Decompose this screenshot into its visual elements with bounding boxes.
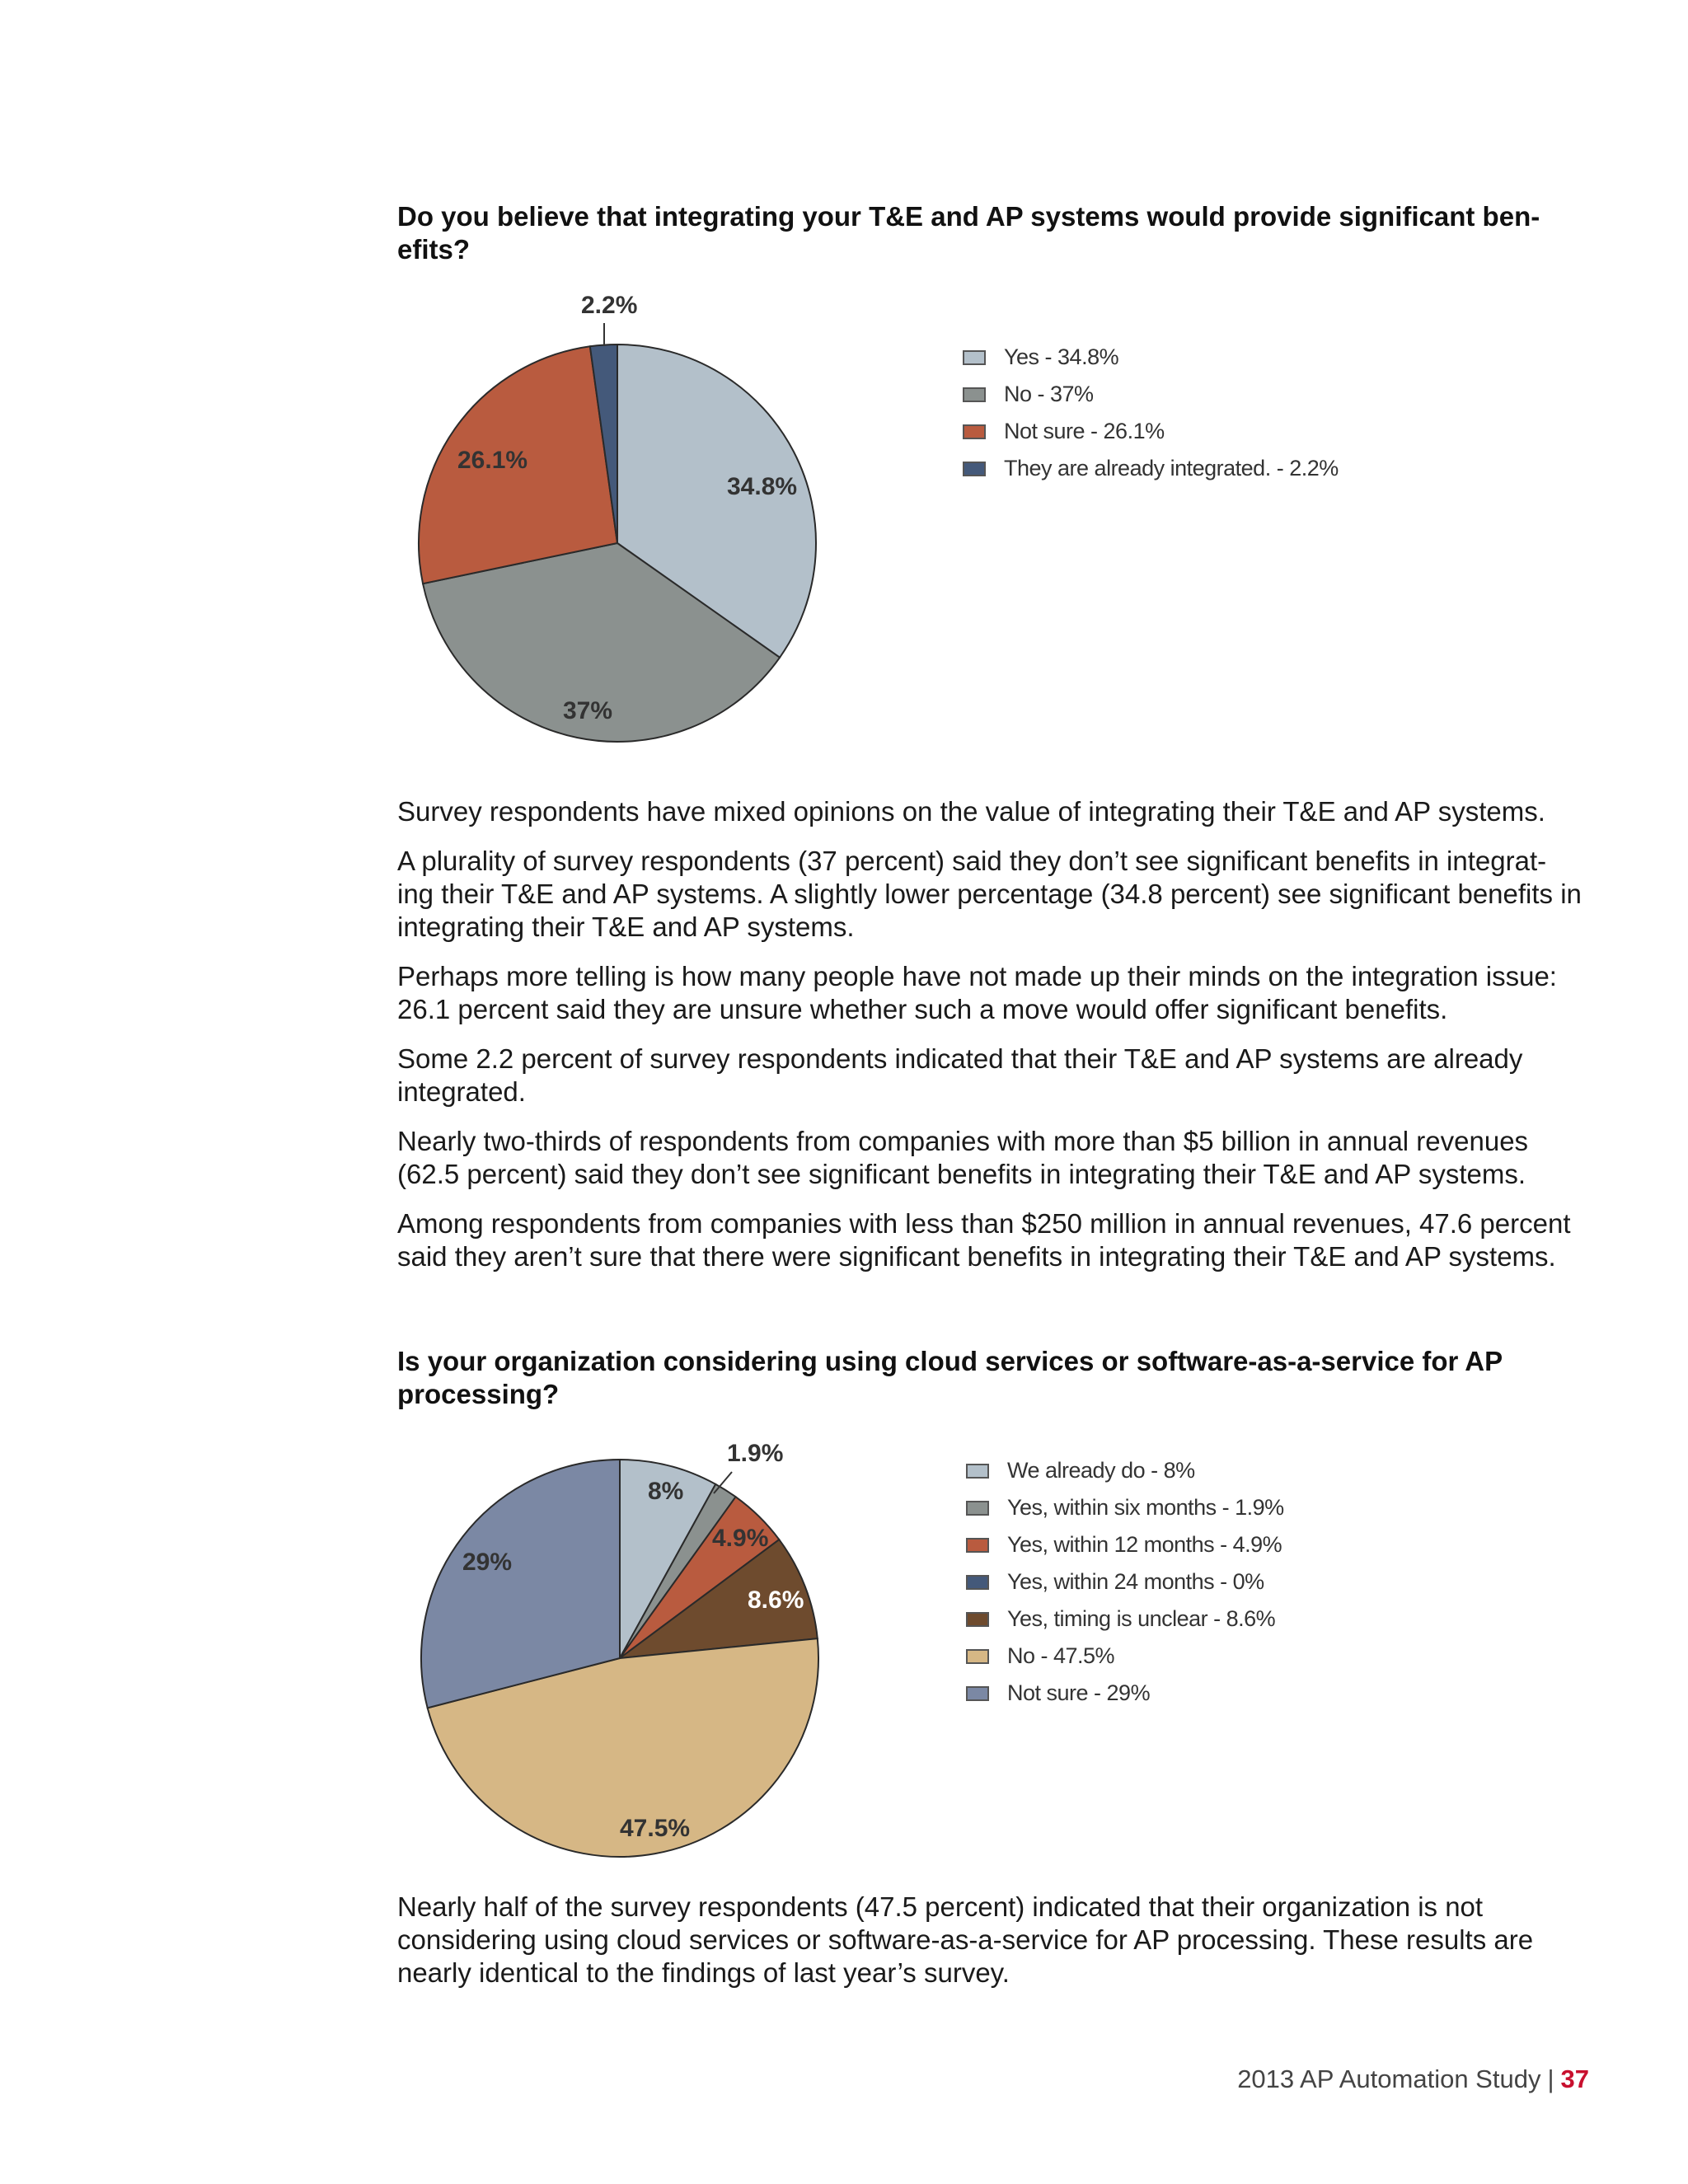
slice-data-label: 2.2%: [581, 292, 638, 319]
slice-data-label: 47.5%: [620, 1815, 691, 1842]
pie-chart-cloud: [421, 1440, 818, 1857]
slice-data-label: 34.8%: [727, 473, 798, 500]
legend-item-six-months: Yes, within six months - 1.9%: [966, 1489, 1284, 1526]
chart2-question: Is your organization considering using cloud services or software-as-a-service for AP processing?: [397, 1346, 1503, 1409]
paragraph: Some 2.2 percent of survey respondents indicated that their T&E and AP systems are already integrated.: [397, 1043, 1523, 1107]
legend-item-24-months: Yes, within 24 months - 0%: [966, 1563, 1284, 1601]
study-title: 2013 AP Automation Study: [1237, 2064, 1541, 2093]
page-number: 37: [1560, 2064, 1589, 2093]
paragraph: A plurality of survey respondents (37 percent) said they don’t see significant benefits in integrat- ing their T&E and AP systems. A slightly lower percentage (34.8 percent) see significant benefits in integrating their T&E and AP systems.: [397, 846, 1582, 942]
chart2-legend: [966, 1452, 1284, 1712]
paragraph: Among respondents from companies with less than $250 million in annual revenues, 47.6 percent said they aren’t sure that there were significant benefits in integrating their T&E and AP systems.: [397, 1208, 1571, 1272]
paragraph: Perhaps more telling is how many people have not made up their minds on the integration issue: 26.1 percent said they are unsure whether such a move would offer significant benefits.: [397, 961, 1557, 1024]
footer-separator: |: [1547, 2064, 1554, 2093]
legend-swatch: [966, 1612, 989, 1627]
legend-item-not-sure: Not sure - 29%: [966, 1675, 1284, 1712]
legend-item-not-sure: Not sure - 26.1%: [963, 413, 1339, 450]
legend-item-no: No - 47.5%: [966, 1638, 1284, 1675]
slice-data-label: 4.9%: [712, 1525, 769, 1552]
legend-item-already-integrated: They are already integrated. - 2.2%: [963, 450, 1339, 487]
legend-swatch: [966, 1649, 989, 1664]
slice-data-label: 29%: [462, 1549, 513, 1576]
legend-item-12-months: Yes, within 12 months - 4.9%: [966, 1526, 1284, 1563]
legend-swatch: [963, 350, 986, 365]
legend-swatch: [963, 424, 986, 439]
legend-swatch: [966, 1501, 989, 1516]
paragraph: Survey respondents have mixed opinions on the value of integrating their T&E and AP systems.: [397, 796, 1545, 827]
legend-swatch: [966, 1538, 989, 1553]
slice-data-label: 8%: [648, 1478, 684, 1505]
legend-swatch: [963, 387, 986, 402]
body-text-section-2: [397, 1891, 1584, 2006]
body-text-section-1: [397, 795, 1584, 1290]
legend-swatch: [966, 1686, 989, 1701]
legend-item-no: No - 37%: [963, 376, 1339, 413]
legend-item-already-do: We already do - 8%: [966, 1452, 1284, 1489]
slice-data-label: 37%: [563, 697, 613, 724]
paragraph: Nearly half of the survey respondents (47.5 percent) indicated that their organization is not considering using cloud services or software-as-a-service for AP processing. These results are nearly identical to the findings of last year’s survey.: [397, 1891, 1534, 1988]
legend-swatch: [963, 462, 986, 476]
legend-item-yes: Yes - 34.8%: [963, 339, 1339, 376]
pie-chart-integration: [419, 292, 816, 742]
legend-swatch: [966, 1464, 989, 1479]
legend-item-timing-unclear: Yes, timing is unclear - 8.6%: [966, 1601, 1284, 1638]
paragraph: Nearly two-thirds of respondents from companies with more than $5 billion in annual revenues (62.5 percent) said they don’t see significant benefits in integrating their T&E and AP systems.: [397, 1126, 1529, 1189]
slice-data-label: 26.1%: [457, 447, 528, 474]
legend-swatch: [966, 1575, 989, 1590]
chart1-question: Do you believe that integrating your T&E and AP systems would provide significant ben- efits?: [397, 201, 1540, 265]
slice-data-label: 8.6%: [748, 1586, 804, 1614]
slice-data-label: 1.9%: [727, 1440, 784, 1467]
chart1-legend: [963, 339, 1339, 487]
page-footer: [1237, 2064, 1589, 2094]
